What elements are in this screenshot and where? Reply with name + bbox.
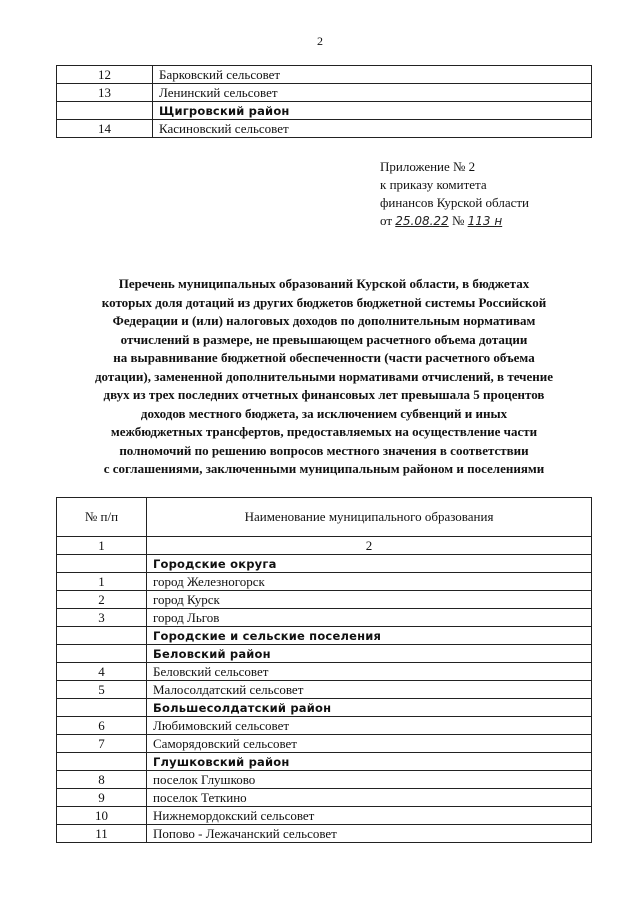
municipality-name: Саморядовский сельсовет xyxy=(147,735,592,753)
table-row xyxy=(57,120,592,138)
municipality-name: город Льгов xyxy=(147,609,592,627)
table-row xyxy=(57,663,592,681)
heading-line: которых доля дотаций из других бюджетов бюджетной системы Российской xyxy=(101,294,547,310)
table-row xyxy=(57,591,592,609)
municipality-name: Барковский сельсовет xyxy=(153,66,592,84)
municipalities-table-continued xyxy=(56,65,592,138)
section-title: Щигровский район xyxy=(153,102,592,120)
heading-line: с соглашениями, заключенными муниципальным районом и поселениями xyxy=(103,461,545,476)
page-number: 2 xyxy=(317,34,323,48)
row-number xyxy=(57,627,147,645)
municipality-name: Попово - Лежачанский сельсовет xyxy=(147,825,592,843)
municipality-name: поселок Глушково xyxy=(147,771,592,789)
table-row xyxy=(57,84,592,102)
municipality-name: Ленинский сельсовет xyxy=(153,84,592,102)
heading-line: на выравнивание бюджетной обеспеченности (части расчетного объема xyxy=(113,350,535,365)
municipalities-table xyxy=(56,497,592,843)
row-number: 2 xyxy=(57,591,147,609)
table-row xyxy=(57,807,592,825)
col-header-number: № п/п xyxy=(57,498,147,537)
heading-line: дотации), замененной дополнительными нормативами отчислений, в течение xyxy=(94,368,554,384)
row-number: 14 xyxy=(57,120,153,138)
table-row xyxy=(57,609,592,627)
heading-line: доходов местного бюджета, за исключением субвенций и иных xyxy=(140,405,508,421)
table-row xyxy=(57,735,592,753)
order-number: 113 н xyxy=(467,214,503,228)
heading-line: межбюджетных трансфертов, предоставляемых на осуществление части xyxy=(110,424,538,439)
row-number xyxy=(57,645,147,663)
section-title: Городские и сельские поселения xyxy=(147,627,592,645)
section-title: Беловский район xyxy=(147,645,592,663)
section-title: Глушковский район xyxy=(147,753,592,771)
heading-line: Перечень муниципальных образований Курской области, в бюджетах xyxy=(118,276,530,291)
municipality-name: Любимовский сельсовет xyxy=(147,717,592,735)
section-header-row xyxy=(57,699,592,717)
municipality-name: Касиновский сельсовет xyxy=(153,120,592,138)
row-number: 1 xyxy=(57,573,147,591)
appendix-committee: финансов Курской области xyxy=(380,195,530,210)
municipality-name: город Курск xyxy=(147,591,592,609)
table-row xyxy=(57,66,592,84)
municipality-name: Беловский сельсовет xyxy=(147,663,592,681)
row-number: 10 xyxy=(57,807,147,825)
table-row xyxy=(57,717,592,735)
section-header-row xyxy=(57,645,592,663)
row-number xyxy=(57,102,153,120)
municipality-name: город Железногорск xyxy=(147,573,592,591)
appendix-date-line xyxy=(380,212,620,230)
appendix-order-ref: к приказу комитета xyxy=(380,177,487,192)
table-row xyxy=(57,681,592,699)
heading-line: полномочий по решению вопросов местного значения в соответствии xyxy=(119,442,529,458)
document-heading xyxy=(56,275,592,479)
row-number: 9 xyxy=(57,789,147,807)
col-index-name: 2 xyxy=(147,537,592,555)
heading-line: Федерации и (или) налоговых доходов по дополнительным нормативам xyxy=(112,313,536,328)
row-number: 11 xyxy=(57,825,147,843)
heading-line: двух из трех последних отчетных финансовых лет превышала 5 процентов xyxy=(103,387,545,402)
section-header-row xyxy=(57,555,592,573)
row-number: 8 xyxy=(57,771,147,789)
table-header-row xyxy=(57,498,592,537)
row-number: 12 xyxy=(57,66,153,84)
row-number: 7 xyxy=(57,735,147,753)
table-index-row xyxy=(57,537,592,555)
table-row xyxy=(57,573,592,591)
section-title: Городские округа xyxy=(147,555,592,573)
col-header-name: Наименование муниципального образования xyxy=(147,498,592,537)
col-index-number: 1 xyxy=(57,537,147,555)
section-header-row xyxy=(57,627,592,645)
row-number: 6 xyxy=(57,717,147,735)
number-label: № xyxy=(451,213,465,228)
municipality-name: Малосолдатский сельсовет xyxy=(147,681,592,699)
row-number: 13 xyxy=(57,84,153,102)
row-number: 5 xyxy=(57,681,147,699)
from-label: от xyxy=(380,213,393,228)
section-title: Большесолдатский район xyxy=(147,699,592,717)
table-row xyxy=(57,825,592,843)
row-number xyxy=(57,753,147,771)
table-row xyxy=(57,771,592,789)
section-header-row xyxy=(57,102,592,120)
municipality-name: поселок Теткино xyxy=(147,789,592,807)
appendix-block xyxy=(380,158,620,230)
table-row xyxy=(57,789,592,807)
order-date: 25.08.22 xyxy=(395,214,449,228)
row-number: 3 xyxy=(57,609,147,627)
row-number xyxy=(57,555,147,573)
section-header-row xyxy=(57,753,592,771)
row-number: 4 xyxy=(57,663,147,681)
appendix-title: Приложение № 2 xyxy=(380,159,476,174)
municipality-name: Нижнемордокский сельсовет xyxy=(147,807,592,825)
heading-line: отчислений в размере, не превышающем расчетного объема дотации xyxy=(120,331,528,347)
row-number xyxy=(57,699,147,717)
